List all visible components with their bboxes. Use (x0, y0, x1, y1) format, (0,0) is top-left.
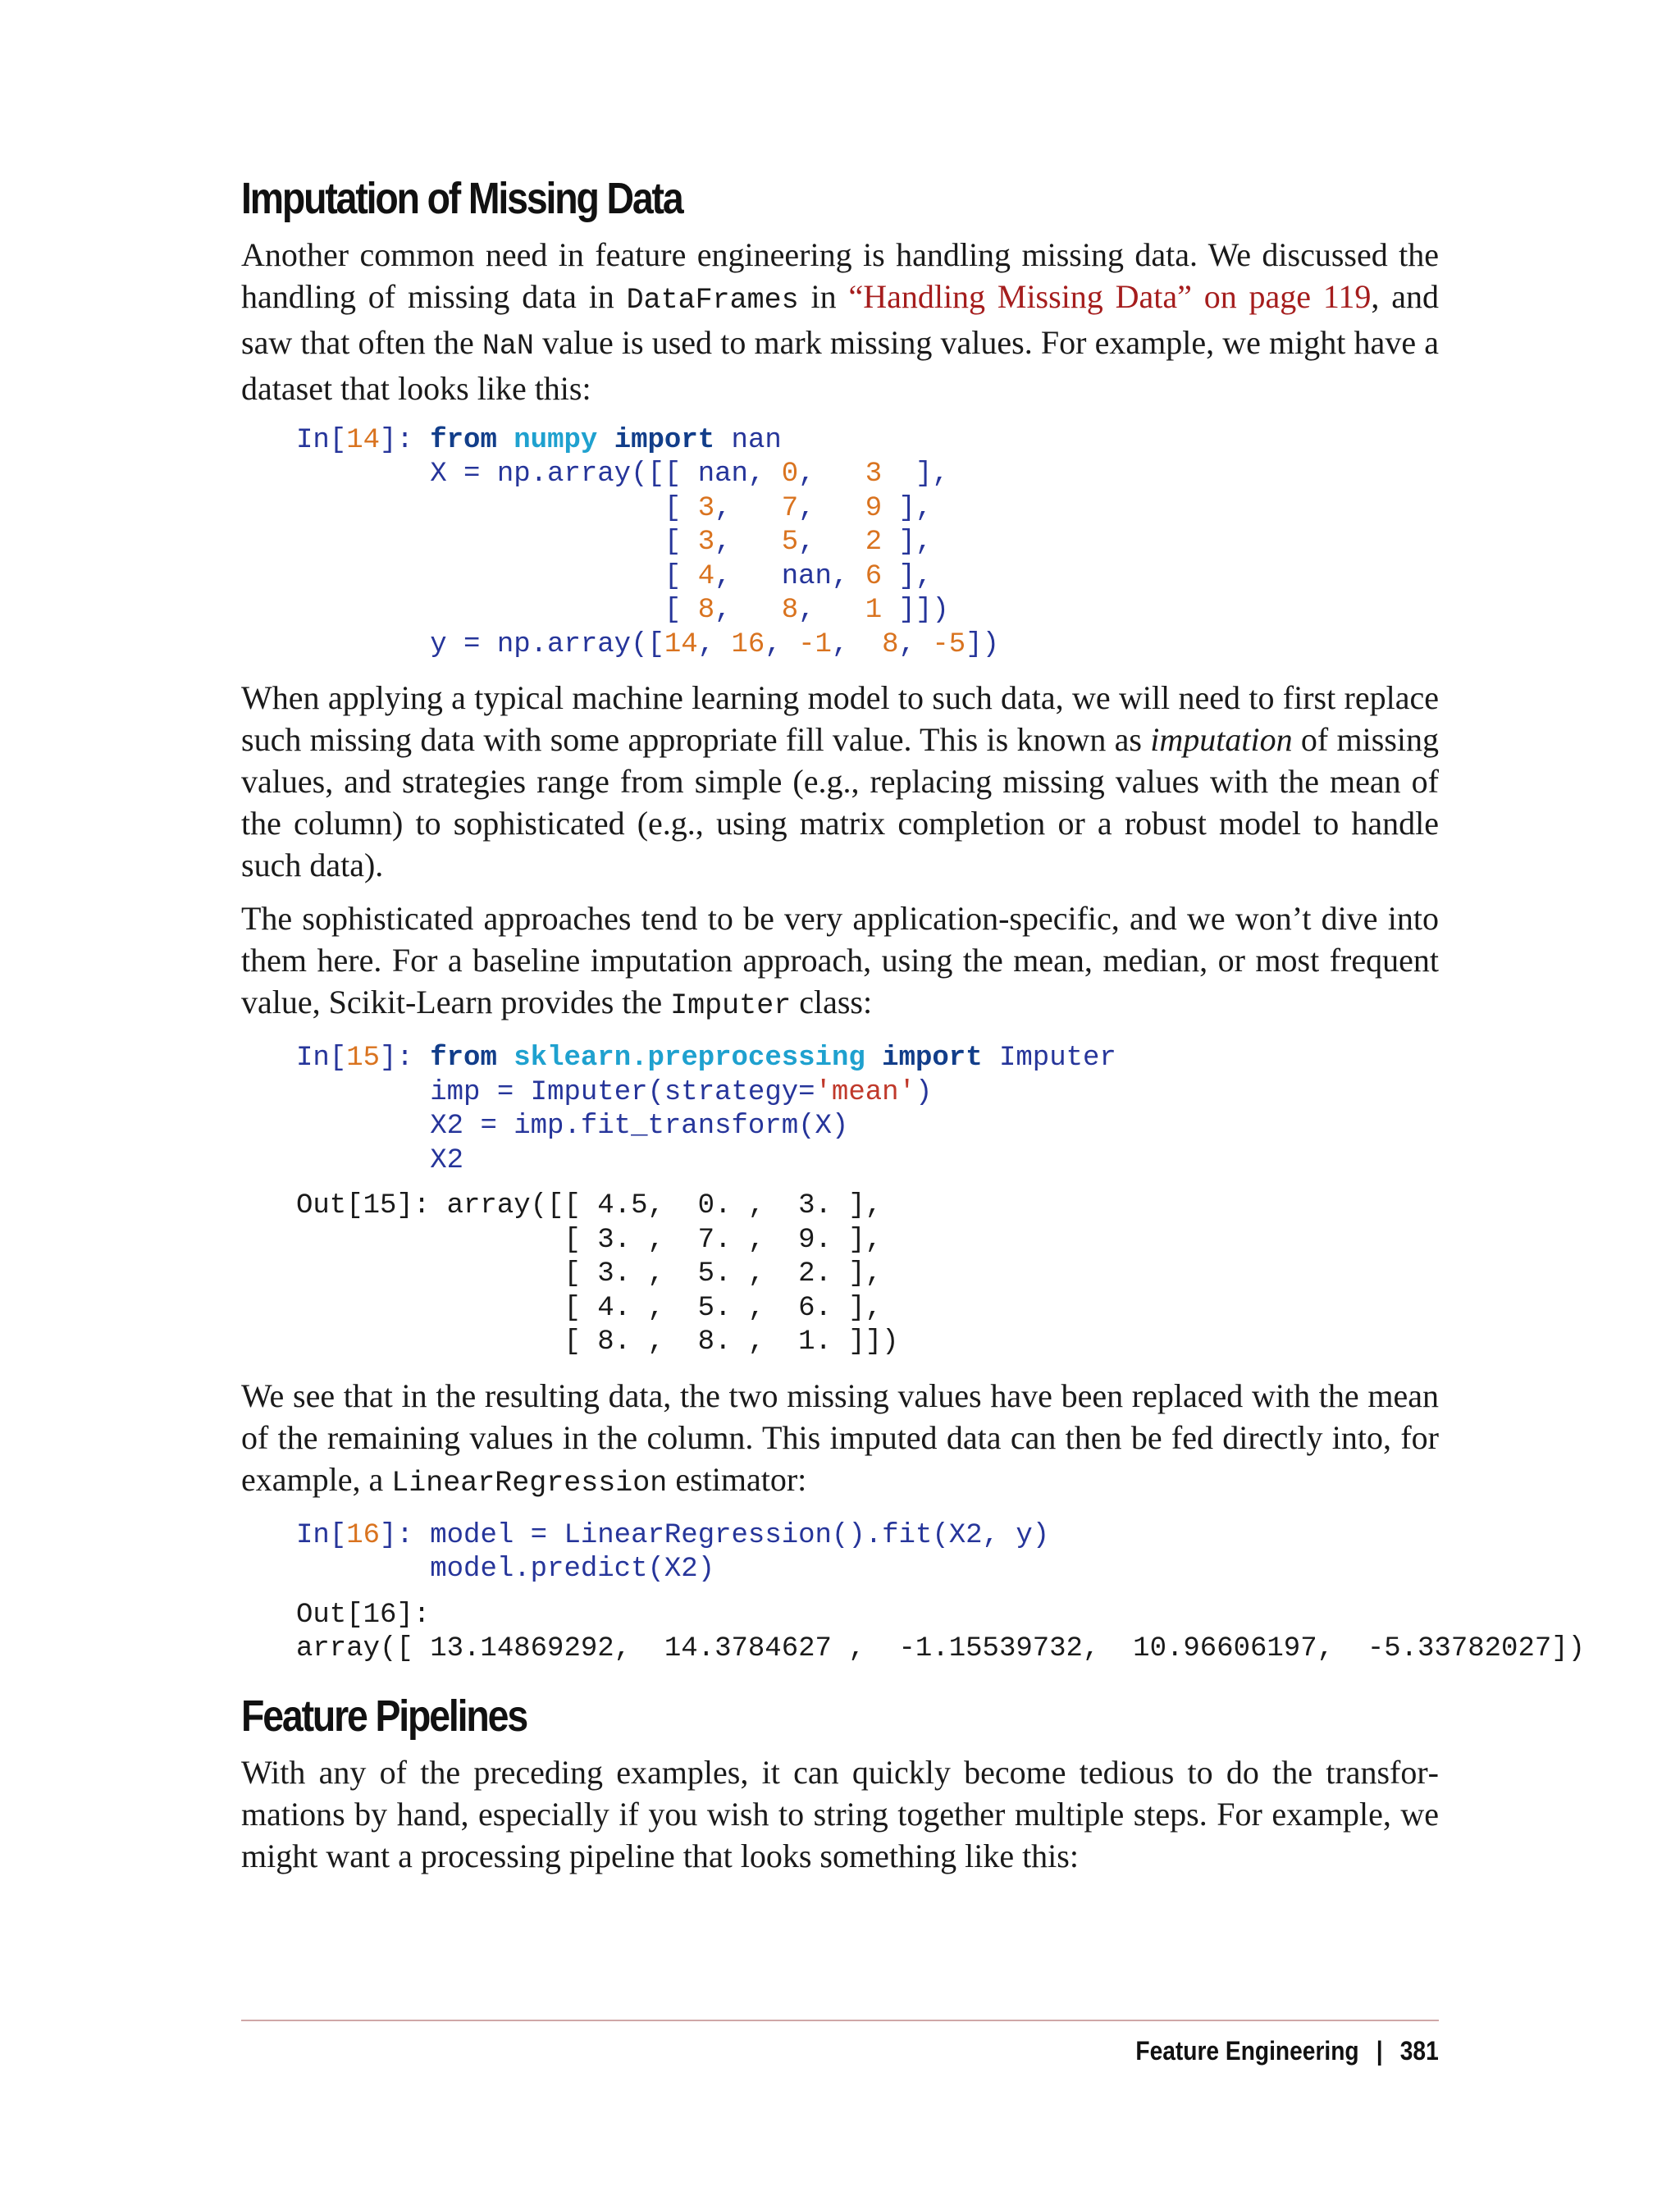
code-line: [ 3, 7, 9 ], (664, 492, 933, 524)
identifier: Imputer (999, 1043, 1116, 1075)
text-run: We see that in the resulting data, the two missing values have been replaced with the mean of the remaining values in the column. This imputed data can then be fed directly into, for example, a (241, 1376, 1439, 1498)
footer-content (1136, 2036, 1439, 2066)
code-line: [ 8, 8, 1 ]]) (664, 595, 949, 627)
number: 0 (781, 459, 799, 491)
text-run: , and saw that often the (241, 277, 1439, 361)
text-run: Another common need in feature engineering is handling missing data. We discussed the handling of missing data in (241, 235, 1439, 315)
code-cell-14 (296, 424, 1439, 663)
number: 3 (697, 492, 715, 524)
prompt-number: 14 (346, 424, 381, 456)
inline-code-imputer: Imputer (670, 989, 792, 1023)
number: 2 (865, 527, 883, 559)
page-number: 381 (1400, 2036, 1439, 2066)
paragraph-pipelines: With any of the preceding examples, it can quickly become tedious to do the transformations by hand, especially if you wish to string together multiple steps. For example, we might want a processing pipeline that looks something like this: (241, 1753, 1439, 1874)
output-line: Out[16]: (296, 1599, 431, 1631)
prompt-number: 16 (346, 1519, 381, 1551)
number: 5 (781, 527, 799, 559)
code-line: X2 = imp.fit_transform(X) (430, 1111, 849, 1143)
number: 4 (697, 560, 715, 592)
paragraph-intro (241, 234, 1439, 409)
keyword: import (614, 424, 715, 456)
output-line: [ 3. , 7. , 9. ], (296, 1224, 883, 1256)
prompt-number: 15 (346, 1043, 381, 1075)
inline-code-dataframes: DataFrames (626, 283, 799, 317)
identifier: nan (781, 560, 832, 592)
page-footer (241, 2020, 1439, 2066)
number: -1 (798, 628, 832, 660)
number: 9 (865, 492, 883, 524)
paragraph-result (241, 1375, 1439, 1504)
section-heading-imputation: Imputation of Missing Data (241, 174, 682, 223)
number: 1 (865, 595, 883, 627)
number: 6 (865, 560, 883, 592)
number: 14 (664, 628, 698, 660)
code-cell-16 (296, 1519, 1439, 1587)
text-run: class: (791, 984, 873, 1021)
footer-chapter-title: Feature Engineering (1135, 2036, 1359, 2066)
output-line: Out[15]: array([[ 4.5, 0. , 3. ], (296, 1190, 883, 1222)
punctuation: ) (915, 1076, 933, 1108)
keyword: import (882, 1043, 983, 1075)
identifier: Imputer(strategy= (530, 1076, 815, 1108)
code-line: X = np.array([[ nan, 0, 3 ], (430, 459, 949, 491)
number: 3 (697, 527, 715, 559)
operator: = (480, 1076, 531, 1108)
identifier: imp (430, 1076, 481, 1108)
code-line: model.predict(X2) (430, 1554, 715, 1586)
input-prompt: In[16]: (296, 1519, 413, 1551)
number: -5 (932, 628, 966, 660)
code-line: [ 3, 5, 2 ], (664, 527, 933, 559)
number: 16 (731, 628, 765, 660)
prompt-text: ]: (380, 424, 413, 456)
inline-code-nan: NaN (482, 329, 534, 363)
number: 7 (781, 492, 799, 524)
cross-reference-link[interactable]: “Handling Missing Data” on page 119 (848, 277, 1372, 315)
code-line: [ 4, nan, 6 ], (664, 560, 933, 592)
prompt-text: In[ (296, 424, 347, 456)
output-line: [ 4. , 5. , 6. ], (296, 1292, 883, 1324)
emphasis-term: imputation (1150, 721, 1293, 759)
inline-code-linearregression: LinearRegression (391, 1466, 668, 1500)
output-cell-16 (296, 1599, 1586, 1667)
text-run: in (798, 277, 849, 315)
input-prompt (296, 425, 413, 456)
paragraph-imputation (241, 677, 1439, 886)
keyword: from (430, 424, 497, 456)
code-line (430, 1077, 932, 1108)
identifier: nan (731, 424, 782, 456)
number: 3 (865, 459, 883, 491)
code-cell-15 (296, 1042, 1439, 1178)
code-line: X2 (430, 1144, 464, 1176)
output-line: [ 3. , 5. , 2. ], (296, 1258, 883, 1290)
number: 8 (882, 628, 899, 660)
string-literal: 'mean' (815, 1076, 915, 1108)
number: 8 (781, 595, 799, 627)
text-run: When applying a typical machine learning model to such data, we will need to first replace such missing data with some appropriate fill value. This is known as (241, 679, 1439, 759)
keyword: from (430, 1043, 497, 1075)
page-body (241, 156, 1586, 1888)
module-name: numpy (514, 424, 598, 456)
paragraph-baseline (241, 897, 1439, 1027)
text-run: estimator: (667, 1460, 807, 1498)
output-cell-15 (296, 1189, 1439, 1360)
output-line: array([ 13.14869292, 14.3784627 , -1.15539732, 10.96606197, -5.33782027]) (296, 1633, 1586, 1665)
section-heading-pipelines: Feature Pipelines (241, 1691, 527, 1741)
module-name: sklearn.preprocessing (514, 1043, 865, 1075)
code-line: y = np.array([14, 16, -1, 8, -5]) (430, 628, 1000, 660)
text-run: The sophisticated approaches tend to be very application-specific, and we won’t dive into them here. For a baseline imputation approach, using the mean, median, or most frequent value, Scikit-Learn provides the (241, 900, 1439, 1021)
text-run: of missing values, and strategies range from simple (e.g., replacing missing values with the mean of the column) to sophisticated (e.g., using matrix completion or a robust model to handle such data). (241, 721, 1440, 884)
input-prompt: In[15]: (296, 1043, 413, 1075)
footer-separator: | (1376, 2036, 1383, 2066)
number: 8 (697, 595, 715, 627)
code-line: model = LinearRegression().fit(X2, y) (430, 1519, 1050, 1551)
text-run: value is used to mark missing values. For example, we might have a dataset that looks like this: (241, 323, 1439, 407)
output-line: [ 8. , 8. , 1. ]]) (296, 1326, 899, 1358)
